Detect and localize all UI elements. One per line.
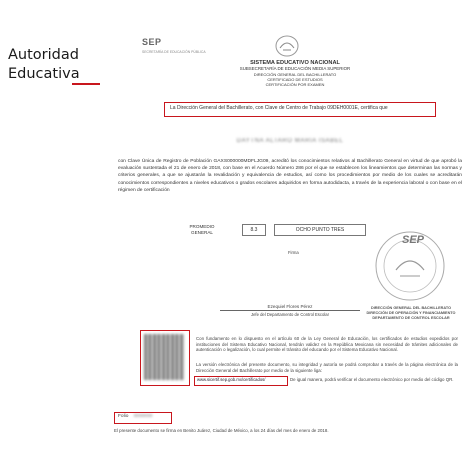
sep-logo-subtitle: SECRETARÍA DE EDUCACIÓN PÚBLICA xyxy=(142,50,206,54)
document-footer: El presente documento se firma en Benito Juárez, Ciudad de México, a los 24 días del mes de enero de 2018. xyxy=(114,428,329,433)
legal-paragraph-3: De igual manera, podrá verificar el documento electrónico por medio del código QR. xyxy=(290,377,454,382)
header-line-1: SISTEMA EDUCATIVO NACIONAL xyxy=(250,60,340,66)
callout-autoridad-line2: Educativa xyxy=(8,66,80,82)
seal-line-3: DEPARTAMENTO DE CONTROL ESCOLAR xyxy=(372,316,450,320)
official-seal xyxy=(364,224,454,342)
seal-line-2: DIRECCIÓN DE OPERACIÓN Y FINANCIAMIENTO xyxy=(366,311,456,315)
promedio-value: 8.3 xyxy=(250,227,258,233)
header-line-3: DIRECCIÓN GENERAL DEL BACHILLERATO xyxy=(253,71,337,77)
certificate-document xyxy=(100,14,464,466)
callout-autoridad-educativa xyxy=(8,46,80,84)
callout-autoridad-line1: Autoridad xyxy=(8,47,79,63)
promedio-words-box xyxy=(274,224,366,236)
promedio-value-box xyxy=(242,224,266,236)
sep-logo-text: SEP xyxy=(142,37,162,47)
folio-prefix: Folio xyxy=(118,414,129,419)
sep-logo xyxy=(142,32,222,54)
document-header xyxy=(180,60,410,87)
promedio-words: OCHO PUNTO TRES xyxy=(295,227,345,233)
header-line-2: SUBSECRETARÍA DE EDUCACIÓN MEDIA SUPERIOR xyxy=(239,66,351,72)
verification-url-link[interactable]: www.sicertif.sep.gob.mx/certificados/ xyxy=(197,377,266,382)
signer-name: Ezequiel Flores Pérez xyxy=(267,304,313,309)
legal-paragraph-1: Con fundamento en lo dispuesto en el artículo 60 de la Ley General de Educación, los certificados de estudios expedidos por instituciones del Sistema Educativo Nacional, tendrán validez en la República Mexicana sin necesidad de trámites adicionales de autenticación o legalización, lo cual permite el tránsito del educando por el Sistema Educativo Nacional. xyxy=(196,336,458,353)
seal-line-1: DIRECCIÓN GENERAL DEL BACHILLERATO xyxy=(370,306,452,310)
firma-label: Firma xyxy=(288,250,299,255)
signer-block xyxy=(220,304,360,317)
header-line-4: CERTIFICADO DE ESTUDIOS xyxy=(267,76,323,82)
promedio-label: PROMEDIO GENERAL xyxy=(189,224,215,235)
header-line-5: CERTIFICACIÓN POR EXAMEN xyxy=(265,81,325,87)
coat-of-arms-icon xyxy=(270,34,304,58)
legal-paragraph-2: La versión electrónica del presente documento, su integridad y autoría se podrá comprobar a través de la página electrónica de la Dirección General del Bachillerato por medio de la siguiente liga: xyxy=(196,362,458,373)
seal-text: SEP xyxy=(402,234,425,246)
folio-row xyxy=(118,414,152,420)
signer-title: Jefe del Departamento de Control Escolar xyxy=(220,310,360,318)
certificate-body-paragraph: con Clave Única de Registro de Población GAXS000000MDFLJG09, acreditó los conocimientos relativos al Bachillerato General en virtud de que aprobó la evaluación sustentada el 21 de enero de 2018, con base en el Acuerdo Número 286 por el que se establecen los lineamientos que determinan las normas y criterios generales, a que se ajustarán la revalidación y equivalencia de estudios, así como los procedimientos por medio de los cuales se acreditarán conocimientos correspondientes a niveles educativos o grados escolares adquiridos en forma autodidacta, a través de la experiencia laboral o con base en el régimen de certificación xyxy=(118,159,462,193)
seal-caption xyxy=(362,306,460,321)
student-name: DAYTNA ALTARO MARIA ISABEL xyxy=(236,138,344,144)
qr-code xyxy=(144,334,184,380)
folio-number: 0000000 xyxy=(133,414,153,419)
authority-text: La Dirección General del Bachillerato, con Clave de Centro de Trabajo 09DEH0001E, certifica que xyxy=(170,105,388,111)
